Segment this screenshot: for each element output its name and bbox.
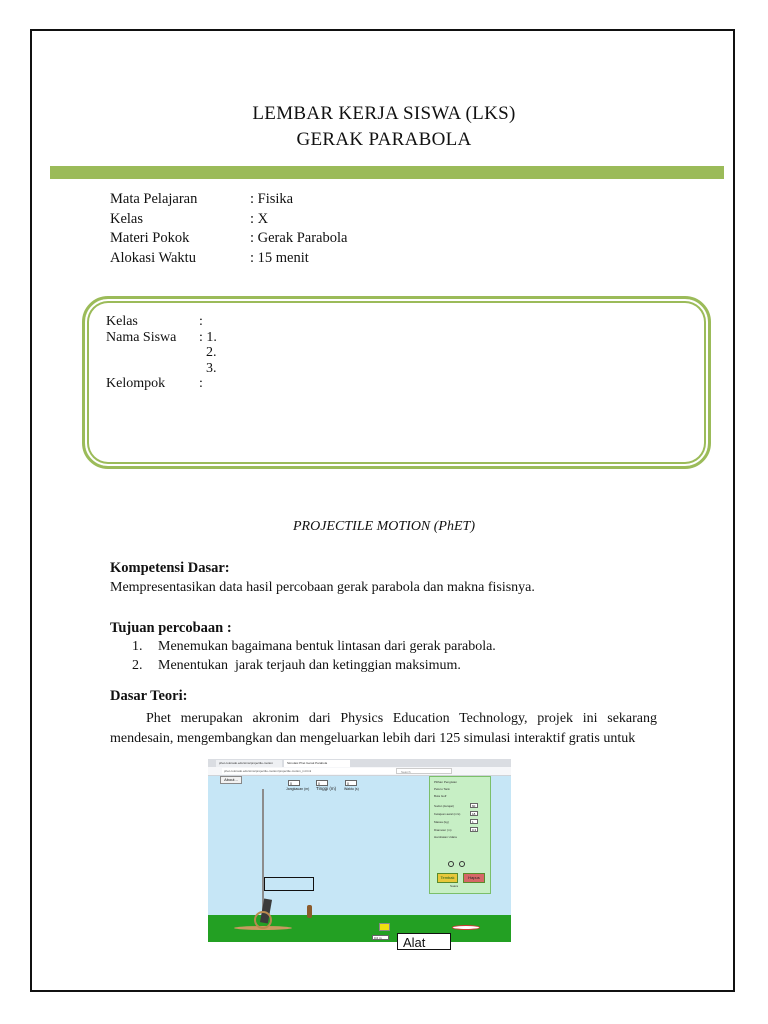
meta-value: : 15 menit bbox=[250, 249, 309, 266]
title-divider-bar bbox=[50, 166, 724, 179]
time-label: Waktu (s) bbox=[344, 787, 359, 791]
page-title: LEMBAR KERJA SISWA (LKS) bbox=[252, 103, 516, 124]
browser-tab-active[interactable]: Simulasi Phet Gerak Parabola bbox=[284, 760, 350, 767]
url-field[interactable]: phet.colorado.edu/sims/projectile-motion/projectile-motion_in.html bbox=[222, 768, 412, 774]
cannon-wheel-icon bbox=[254, 911, 272, 929]
kompetensi-text: Mempresentasikan data hasil percobaan gerak parabola dan makna fisisnya. bbox=[110, 580, 535, 595]
person-figure-icon bbox=[307, 905, 312, 918]
sound-checkbox[interactable]: Suara bbox=[450, 884, 459, 888]
phet-simulation-screenshot bbox=[208, 759, 511, 942]
tujuan-heading: Tujuan percobaan : bbox=[110, 620, 232, 636]
meta-value: : Fisika bbox=[250, 191, 294, 207]
identity-row-group bbox=[106, 376, 406, 392]
student-identity-fields bbox=[106, 314, 406, 392]
list-text: Menemukan bagaimana bentuk lintasan dari gerak parabola. bbox=[158, 639, 496, 654]
meta-label: Materi Pokok bbox=[110, 230, 190, 246]
browser-tab[interactable]: phet.colorado.edu/sims/projectile-motion bbox=[216, 760, 282, 767]
control-panel bbox=[429, 776, 491, 894]
meta-label: Mata Pelajaran bbox=[110, 191, 198, 207]
list-number: 1. bbox=[132, 639, 143, 654]
meta-value: : X bbox=[250, 210, 269, 227]
meta-row-topic bbox=[110, 230, 510, 250]
panel-param-label: Massa (kg) bbox=[434, 820, 449, 824]
air-resistance-checkbox[interactable]: Hambatan Udara bbox=[434, 835, 457, 839]
list-text: Menentukan jarak terjauh dan ketinggian maksimum. bbox=[158, 658, 461, 673]
blank-annotation-box bbox=[264, 877, 314, 891]
panel-option[interactable]: Bola Golf bbox=[434, 794, 447, 798]
panel-option[interactable]: Pilihan Pengisian bbox=[434, 780, 458, 784]
about-button[interactable]: About... bbox=[220, 776, 242, 784]
meta-row-subject bbox=[110, 191, 510, 211]
erase-button[interactable]: Hapus bbox=[463, 873, 485, 883]
tool-annotation-box: Alat bbox=[397, 933, 451, 950]
panel-option[interactable]: Peluru Tank bbox=[434, 787, 450, 791]
identity-value[interactable]: 3. bbox=[206, 360, 217, 376]
panel-param-label: Kelajuan awal (m/s) bbox=[434, 812, 461, 816]
browser-tab-bar bbox=[208, 759, 511, 767]
zoom-in-icon[interactable] bbox=[459, 861, 465, 867]
height-label: Tinggi (m) bbox=[316, 786, 337, 791]
height-readout: 0 bbox=[316, 780, 328, 786]
time-readout: 0 bbox=[345, 780, 357, 786]
meta-label: Kelas bbox=[110, 210, 144, 227]
identity-value[interactable]: : bbox=[199, 376, 203, 391]
teori-paragraph bbox=[110, 709, 657, 748]
tape-measure-readout[interactable]: 0.0 m bbox=[372, 935, 389, 940]
speed-input[interactable]: 18 bbox=[470, 811, 478, 816]
meta-label: Alokasi Waktu bbox=[110, 249, 196, 266]
panel-param-label: Sudut (derajat) bbox=[434, 804, 454, 808]
kompetensi-heading: Kompetensi Dasar: bbox=[110, 560, 230, 576]
identity-row-name-3 bbox=[106, 361, 406, 377]
range-label: Jangkauan (m) bbox=[286, 787, 310, 791]
teori-heading: Dasar Teori: bbox=[110, 688, 188, 704]
list-number: 2. bbox=[132, 658, 143, 673]
mass-input[interactable]: 1 bbox=[470, 819, 478, 824]
meta-row-class bbox=[110, 211, 510, 231]
page-subtitle-topic: GERAK PARABOLA bbox=[296, 129, 472, 150]
identity-row-class bbox=[106, 314, 406, 330]
teori-line-2: mendesain, mengembangkan dan mengeluarkan lebih dari 125 simulasi interaktif gratis untuk bbox=[110, 730, 636, 746]
identity-value[interactable]: : bbox=[199, 314, 203, 329]
teori-line-1: Phet merupakan akronim dari Physics Education Technology, projek ini sekarang bbox=[146, 711, 657, 726]
identity-row-name-2 bbox=[106, 345, 406, 361]
meta-value: : Gerak Parabola bbox=[250, 230, 348, 246]
identity-value[interactable]: 2. bbox=[206, 345, 217, 360]
identity-label: Kelompok bbox=[106, 376, 166, 391]
identity-value[interactable]: : 1. bbox=[199, 329, 217, 345]
meta-row-time bbox=[110, 250, 510, 270]
browser-search-field[interactable]: Search bbox=[396, 768, 452, 774]
diameter-input[interactable]: 0.3 bbox=[472, 828, 477, 832]
range-readout: 0 bbox=[288, 780, 300, 786]
zoom-out-icon[interactable] bbox=[448, 861, 454, 867]
identity-label: Nama Siswa bbox=[106, 329, 177, 345]
lesson-meta bbox=[110, 191, 510, 269]
fire-button[interactable]: Tembak bbox=[437, 873, 458, 883]
simulation-subtitle: PROJECTILE MOTION (PhET) bbox=[293, 519, 475, 534]
angle-input[interactable]: 60 bbox=[470, 803, 478, 808]
target-icon[interactable] bbox=[452, 925, 480, 930]
panel-param-label: Diameter (m) bbox=[434, 828, 452, 832]
measuring-tool-icon[interactable] bbox=[379, 923, 390, 931]
identity-label: Kelas bbox=[106, 314, 138, 329]
identity-row-names bbox=[106, 330, 406, 346]
